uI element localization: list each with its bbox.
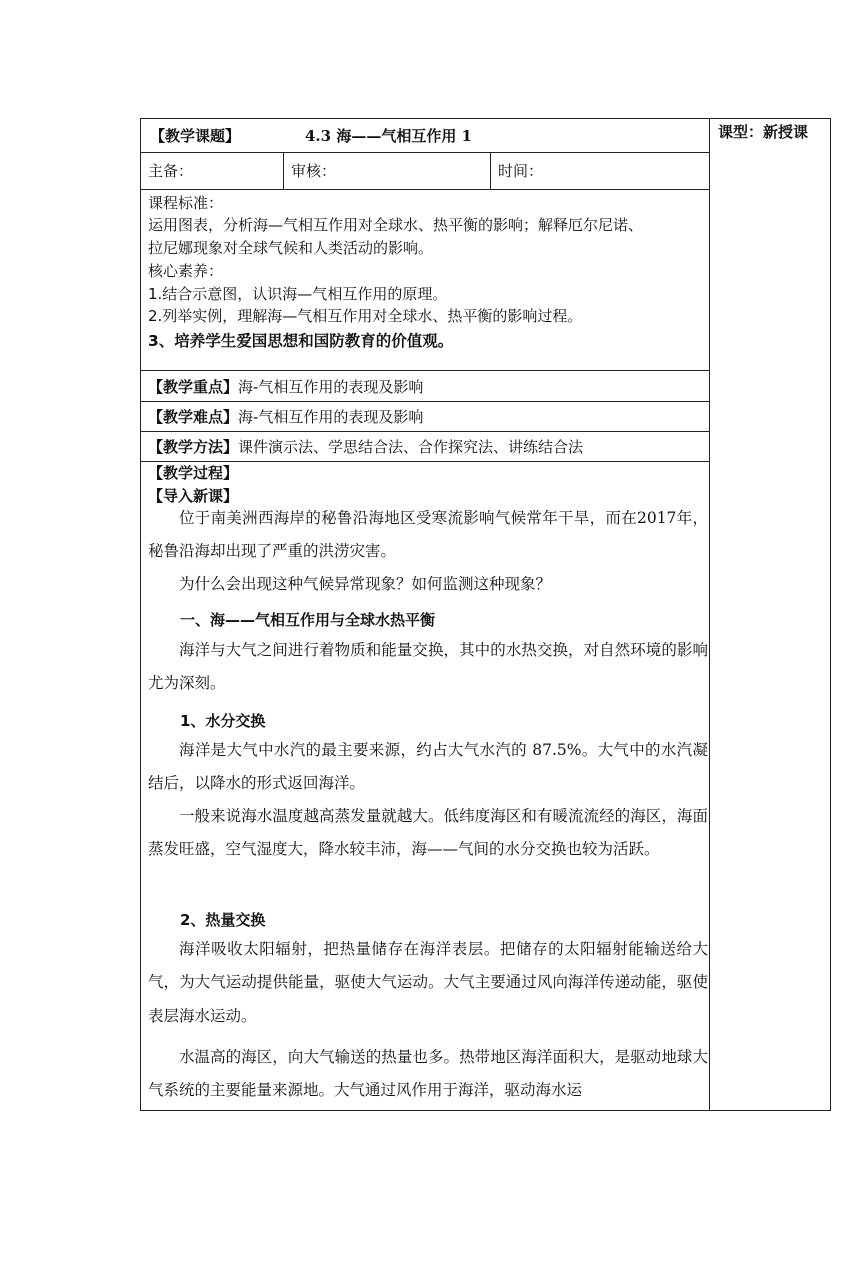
table-divider-meta-2 bbox=[490, 152, 491, 189]
core-literacy-heading: 核心素养： bbox=[148, 262, 224, 280]
table-divider-row4 bbox=[140, 401, 710, 402]
standards-heading: 课程标准： bbox=[148, 194, 224, 212]
lesson-title: 4.3 海——气相互作用 1 bbox=[305, 127, 472, 145]
intro-paragraph-1: 位于南美洲西海岸的秘鲁沿海地区受寒流影响气候常年干旱，而在2017年，秘鲁沿海却出现了严重的洪涝灾害。 bbox=[148, 509, 708, 561]
method-text: 课件演示法、学思结合法、合作探究法、讲练结合法 bbox=[238, 438, 584, 456]
reviewer-field: 审核： bbox=[291, 162, 337, 180]
difficult-point-row bbox=[148, 407, 423, 427]
lesson-type: 课型：新授课 bbox=[718, 123, 809, 141]
table-divider-row1 bbox=[140, 152, 710, 153]
table-divider-row5 bbox=[140, 431, 710, 432]
key-point-label: 【教学重点】 bbox=[148, 378, 239, 396]
table-divider-row3 bbox=[140, 370, 710, 371]
standards-line-2: 拉尼娜现象对全球气候和人类活动的影响。 bbox=[148, 239, 434, 257]
water-paragraph-1: 海洋是大气中水汽的最主要来源，约占大气水汽的 87.5%。大气中的水汽凝结后，以降水的形式返回海洋。 bbox=[148, 741, 708, 793]
subsection-heading-water: 1、水分交换 bbox=[180, 712, 266, 730]
subsection-heading-heat: 2、热量交换 bbox=[180, 911, 266, 929]
core-literacy-2: 2.列举实例，理解海—气相互作用对全球水、热平衡的影响过程。 bbox=[148, 307, 583, 325]
difficult-point-text: 海-气相互作用的表现及影响 bbox=[238, 408, 424, 426]
time-field: 时间： bbox=[498, 162, 544, 180]
method-label: 【教学方法】 bbox=[148, 438, 239, 456]
title-label: 【教学课题】 bbox=[150, 127, 241, 145]
key-point-row bbox=[148, 377, 423, 397]
table-divider-row2 bbox=[140, 189, 710, 190]
author-field: 主备： bbox=[148, 162, 194, 180]
intro-label: 【导入新课】 bbox=[148, 487, 239, 505]
section-1-paragraph: 海洋与大气之间进行着物质和能量交换，其中的水热交换，对自然环境的影响尤为深刻。 bbox=[148, 641, 708, 693]
table-divider-meta-1 bbox=[283, 152, 284, 189]
heat-paragraph-1: 海洋吸收太阳辐射，把热量储存在海洋表层。把储存的太阳辐射能输送给大气，为大气运动提供能量，驱使大气运动。大气主要通过风向海洋传递动能，驱使表层海水运动。 bbox=[148, 940, 708, 1025]
method-row bbox=[148, 437, 583, 457]
water-paragraph-2: 一般来说海水温度越高蒸发量就越大。低纬度海区和有暖流流经的海区，海面蒸发旺盛，空气湿度大，降水较丰沛，海——气间的水分交换也较为活跃。 bbox=[148, 807, 708, 859]
key-point-text: 海-气相互作用的表现及影响 bbox=[238, 378, 424, 396]
process-label: 【教学过程】 bbox=[148, 464, 239, 482]
difficult-point-label: 【教学难点】 bbox=[148, 408, 239, 426]
heat-paragraph-2: 水温高的海区，向大气输送的热量也多。热带地区海洋面积大，是驱动地球大气系统的主要能量来源地。大气通过风作用于海洋，驱动海水运 bbox=[148, 1048, 708, 1100]
table-divider-row6 bbox=[140, 461, 710, 462]
section-heading-1: 一、海——气相互作用与全球水热平衡 bbox=[180, 611, 436, 629]
standards-line-1: 运用图表，分析海—气相互作用对全球水、热平衡的影响；解释厄尔尼诺、 bbox=[148, 216, 644, 234]
intro-paragraph-2: 为什么会出现这种气候异常现象？如何监测这种现象？ bbox=[179, 575, 552, 593]
core-literacy-3: 3、培养学生爱国思想和国防教育的价值观。 bbox=[148, 332, 454, 350]
table-divider-right-column bbox=[709, 118, 710, 1111]
core-literacy-1: 1.结合示意图，认识海—气相互作用的原理。 bbox=[148, 285, 448, 303]
